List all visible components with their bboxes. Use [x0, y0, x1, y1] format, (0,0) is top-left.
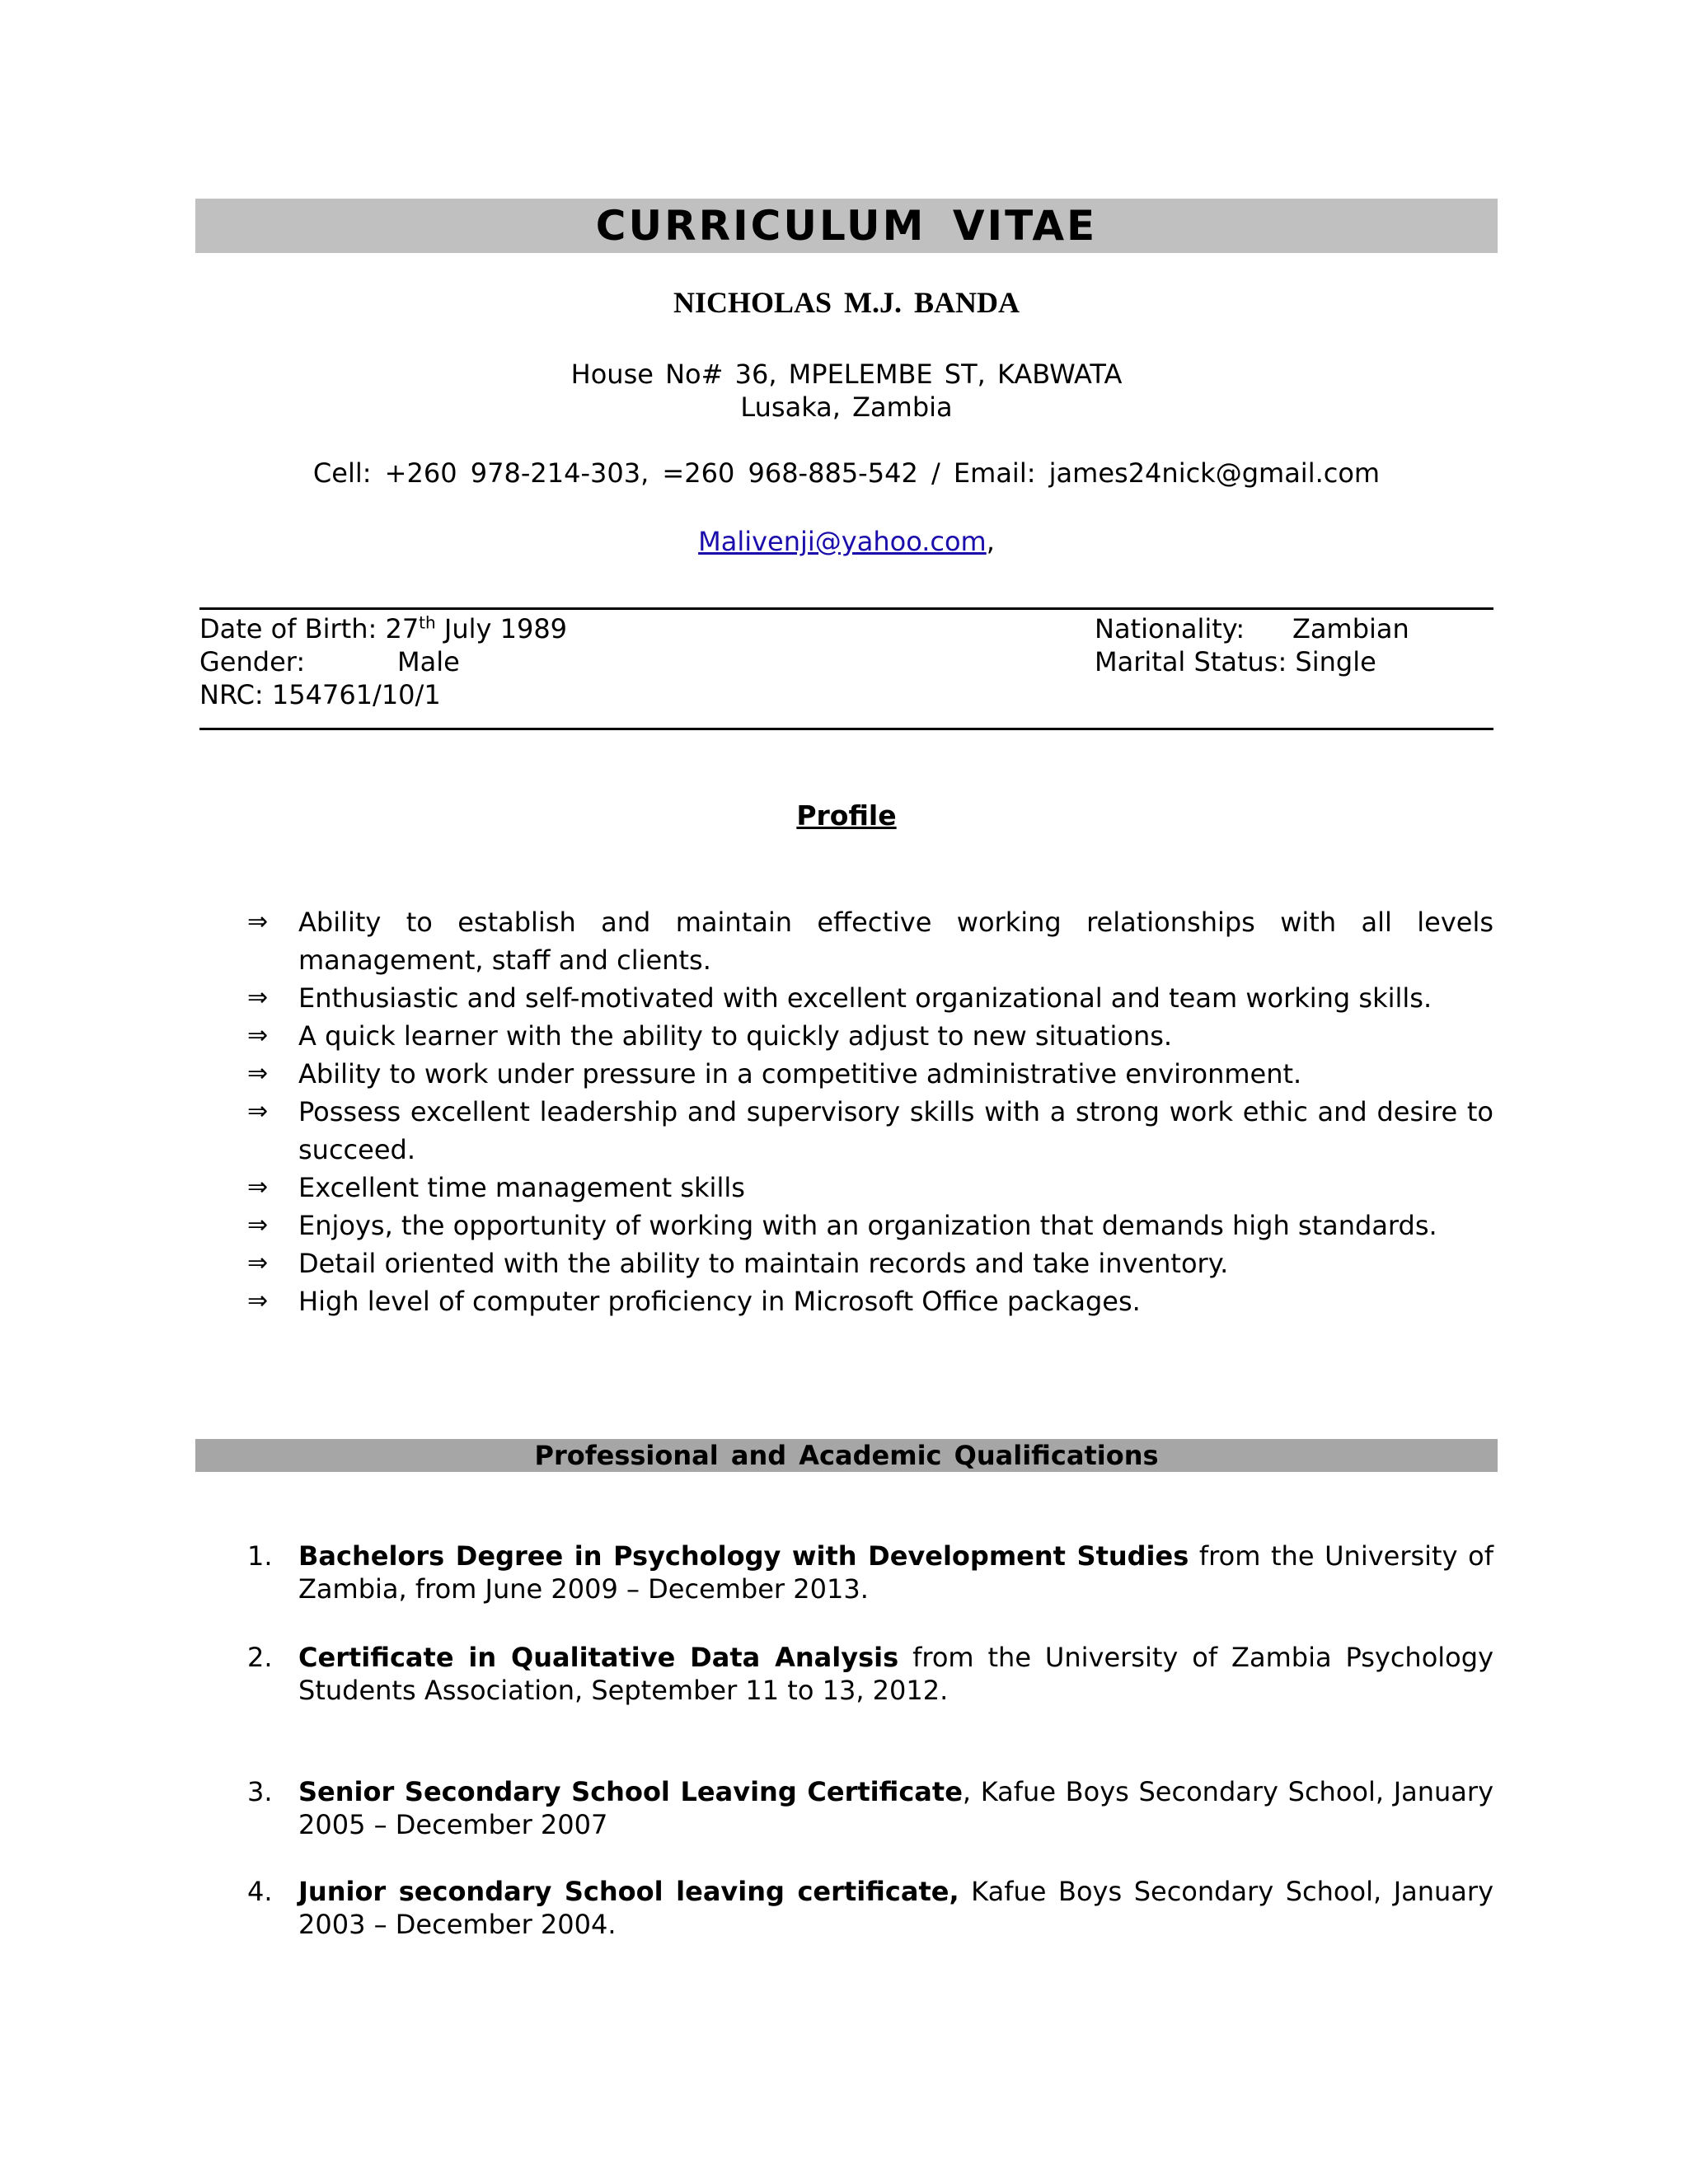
- secondary-email-link[interactable]: Malivenji@yahoo.com: [698, 526, 987, 557]
- double-arrow-icon: ⇒: [247, 1249, 269, 1277]
- nrc-value: 154761/10/1: [271, 679, 441, 710]
- title-bar: [195, 199, 1498, 253]
- marital-value: Single: [1295, 646, 1376, 677]
- qualification-title: Senior Secondary School Leaving Certificate: [298, 1776, 963, 1807]
- double-arrow-icon: ⇒: [247, 983, 269, 1012]
- item-number: 4.: [247, 1876, 273, 1907]
- dob-suffix: th: [419, 612, 436, 633]
- qualifications-bar: [195, 1439, 1498, 1472]
- item-number: 2.: [247, 1642, 273, 1673]
- double-arrow-icon: ⇒: [247, 907, 269, 936]
- profile-list: [247, 903, 1493, 1320]
- nationality-row: [1095, 612, 1409, 645]
- marital-label: Marital Status:: [1095, 646, 1287, 677]
- qualification-title: Junior secondary School leaving certificate,: [298, 1876, 959, 1907]
- list-item: [247, 1875, 1493, 1941]
- cv-title: CURRICULUM VITAE: [595, 202, 1098, 250]
- dob-label: Date of Birth:: [199, 613, 377, 644]
- qualification-item-2: [247, 1641, 1493, 1707]
- list-item: ⇒ Detail oriented with the ability to maintain records and take inventory.: [247, 1244, 1493, 1282]
- qualification-title: Certificate in Qualitative Data Analysis: [298, 1642, 899, 1673]
- nrc-label: NRC:: [199, 679, 264, 710]
- personal-details-right: [1095, 612, 1409, 678]
- dob-row: [199, 612, 567, 645]
- dob-day: 27: [385, 613, 420, 644]
- qualification-item-3: [247, 1775, 1493, 1841]
- gender-value: Male: [397, 646, 460, 677]
- divider-top: [199, 607, 1493, 610]
- list-item: [247, 1540, 1493, 1605]
- secondary-email-suffix: ,: [986, 526, 995, 557]
- qualification-item-1: [247, 1540, 1493, 1605]
- list-item: ⇒ High level of computer proficiency in Microsoft Office packages.: [247, 1282, 1493, 1320]
- candidate-name: NICHOLAS M.J. BANDA: [673, 286, 1020, 319]
- double-arrow-icon: ⇒: [247, 1059, 269, 1088]
- nationality-label: Nationality:: [1095, 613, 1245, 644]
- list-item: ⇒ Enjoys, the opportunity of working with an organization that demands high standards.: [247, 1207, 1493, 1244]
- address-line-1: House No# 36, MPELEMBE ST, KABWATA: [570, 359, 1123, 390]
- qualification-item-4: [247, 1875, 1493, 1941]
- personal-details-left: [199, 612, 567, 711]
- double-arrow-icon: ⇒: [247, 1173, 269, 1202]
- gender-label: Gender:: [199, 646, 306, 677]
- qualification-title: Bachelors Degree in Psychology with Development Studies: [298, 1540, 1189, 1572]
- qualification-detail: from the University of Zambia, from June 2009 – December 2013.: [298, 1540, 1494, 1605]
- list-item: ⇒ Possess excellent leadership and supervisory skills with a strong work ethic and desire to succeed.: [247, 1093, 1493, 1169]
- double-arrow-icon: ⇒: [247, 1211, 269, 1240]
- double-arrow-icon: ⇒: [247, 1021, 269, 1050]
- list-item: [247, 1641, 1493, 1707]
- item-number: 1.: [247, 1540, 273, 1572]
- list-item: ⇒ Enthusiastic and self-motivated with excellent organizational and team working skills.: [247, 979, 1493, 1017]
- double-arrow-icon: ⇒: [247, 1286, 269, 1315]
- divider-bottom: [199, 728, 1493, 730]
- list-item: ⇒ Ability to work under pressure in a competitive administrative environment.: [247, 1055, 1493, 1093]
- double-arrow-icon: ⇒: [247, 1097, 269, 1126]
- item-number: 3.: [247, 1776, 273, 1807]
- list-item: ⇒ Ability to establish and maintain effective working relationships with all levels management, staff and clients.: [247, 903, 1493, 979]
- list-item: ⇒ A quick learner with the ability to quickly adjust to new situations.: [247, 1017, 1493, 1055]
- secondary-email-line: [195, 526, 1498, 557]
- gender-row: [199, 645, 567, 678]
- dob-rest: July 1989: [443, 613, 568, 644]
- list-item: [247, 1775, 1493, 1841]
- qualification-detail: from the University of Zambia Psychology Students Association, September 11 to 13, 2012.: [298, 1642, 1494, 1706]
- contact-line: Cell: +260 978-214-303, =260 968-885-542 / Email: james24nick@gmail.com: [312, 457, 1381, 489]
- address-line-2: Lusaka, Zambia: [740, 391, 953, 423]
- marital-row: [1095, 645, 1409, 678]
- nrc-row: [199, 678, 567, 711]
- qualification-detail: Kafue Boys Secondary School, January 2003 – December 2004.: [298, 1876, 1494, 1940]
- profile-heading: Profile: [796, 799, 897, 832]
- qualification-detail: , Kafue Boys Secondary School, January 2005 – December 2007: [298, 1776, 1494, 1840]
- nationality-value: Zambian: [1292, 613, 1409, 644]
- list-item: ⇒ Excellent time management skills: [247, 1169, 1493, 1207]
- qualifications-heading: Professional and Academic Qualifications: [534, 1440, 1159, 1471]
